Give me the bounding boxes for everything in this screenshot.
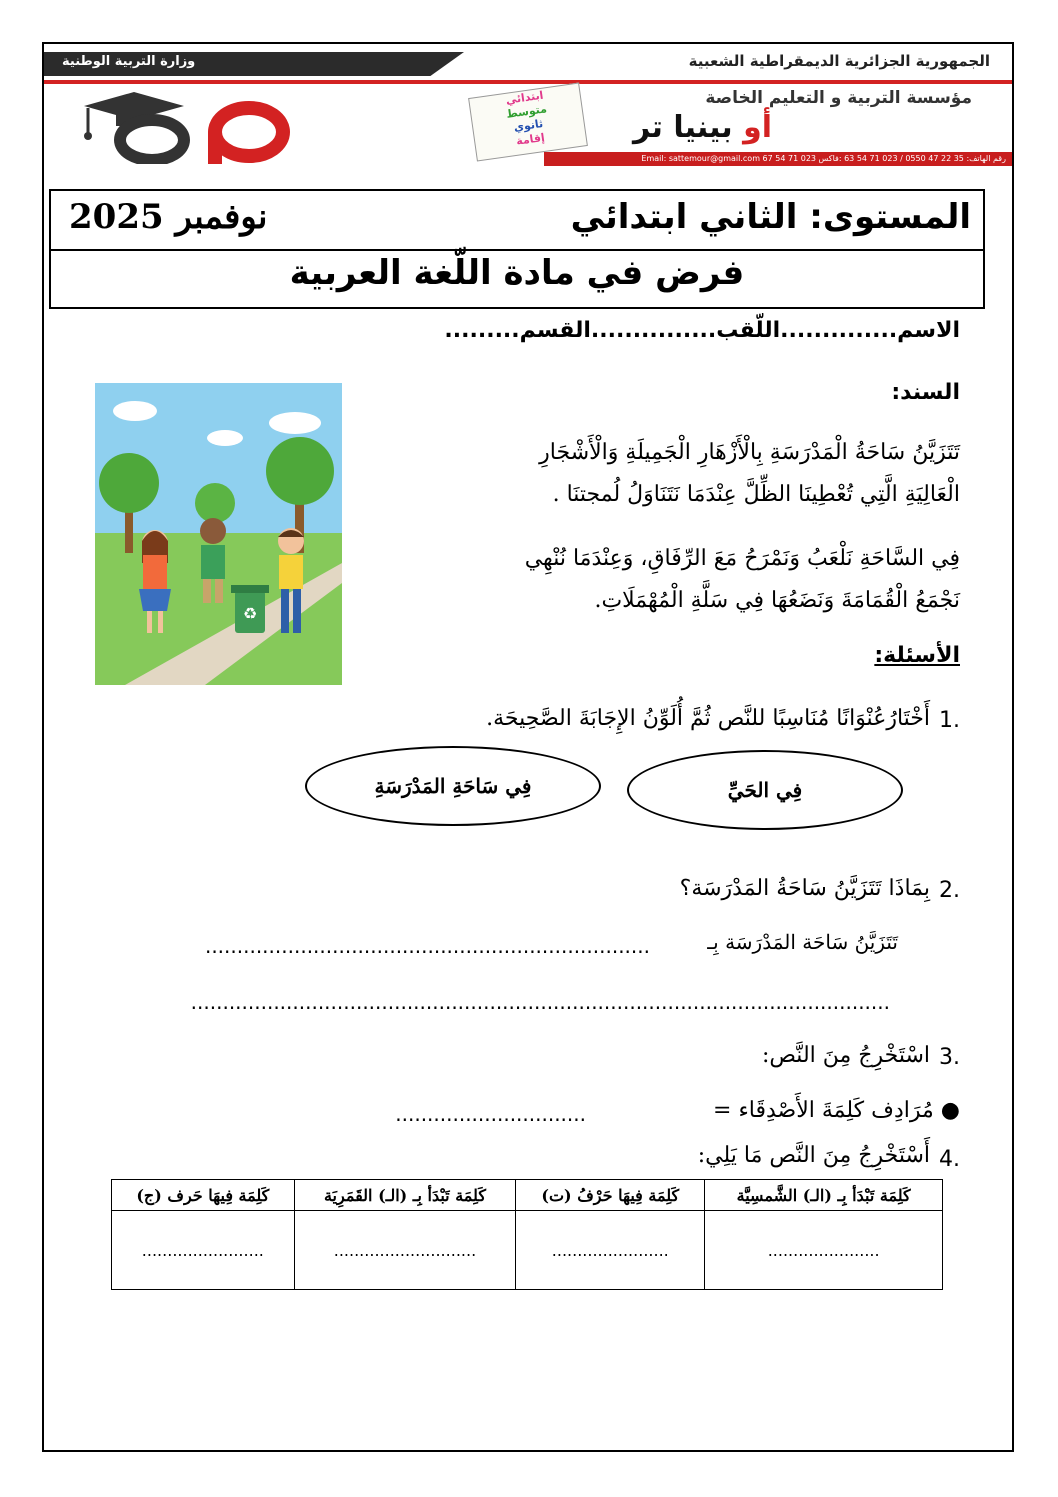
text-paragraph-1: [539, 432, 960, 516]
q1-option-schoolyard[interactable]: فِي سَاحَةِ المَدْرَسَةِ: [305, 746, 601, 826]
sanad-label: السند:: [891, 380, 960, 405]
brand-name: [633, 110, 772, 145]
paragraph-2-line-1: فِي السَّاحَةِ نَلْعَبُ وَنَمْرَحُ مَعَ الرِّفَاقِ، وَعِنْدَمَا نُنْهِي: [524, 546, 960, 571]
institution-name: مؤسسة التربية و التعليم الخاصة: [705, 88, 972, 108]
text-paragraph-2: [525, 538, 960, 622]
exam-title-box: [49, 189, 985, 309]
question-2: بِمَاذَا تَتَزَيَّنُ سَاحَةُ المَدْرَسَة؟: [679, 876, 930, 901]
level-primary: ابتدائي: [504, 88, 545, 107]
q3-synonym-item: [713, 1098, 960, 1123]
q3-synonym-prompt: مُرَادِف كَلِمَةَ الأَصْدِقَاء =: [713, 1098, 934, 1123]
exam-subject: فرض في مادة اللّغة العربية: [289, 253, 745, 293]
question-3: اسْتَخْرِجُ مِنَ النَّص:: [761, 1043, 930, 1068]
paragraph-1-line-1: تَتَزَيَّنُ سَاحَةُ الْمَدْرَسَةِ بِالْأَزْهَارِ الْجَمِيلَةِ وَالْأَشْجَارِ: [539, 440, 960, 465]
q3-number: 3.: [939, 1045, 960, 1070]
title-divider: [51, 249, 983, 251]
q2-answer-dots-1[interactable]: ......................................................................: [204, 934, 650, 958]
paragraph-2-line-2: نَجْمَعُ الْقُمَامَةَ وَنَضَعُهَا فِي سَلَّةِ الْمُهْمَلَاتِ.: [594, 588, 960, 613]
table-answer-cell[interactable]: ............................: [294, 1211, 516, 1290]
question-1: أَخْتَارُعُنْوَانًا مُنَاسِبًا للنَّص ثُمَّ أُلَوِّنُ الإِجَابَةَ الصَّحِيحَة.: [486, 706, 930, 731]
contact-bar: رقم الهاتف: 35 22 47 0550 / 023 71 54 63 :فاكس 023 71 54 67 Email: sattemour@gmail.com: [544, 152, 1012, 166]
grade-level: المستوى: الثاني ابتدائي: [570, 197, 971, 237]
exam-date: نوفمبر 2025: [69, 197, 268, 237]
q2-answer-prompt: تَتَزَيَّنُ سَاحَة المَدْرَسَة بِـ: [707, 930, 898, 954]
q4-table: [111, 1179, 943, 1290]
levels-card: [468, 83, 588, 162]
level-secondary: ثانوي: [513, 116, 544, 134]
q3-answer-dots[interactable]: ..............................: [395, 1102, 586, 1126]
student-info-line[interactable]: الاسم..............اللّقب...............القسم.........: [444, 318, 960, 343]
level-residence: إقامة: [515, 130, 546, 148]
level-middle: متوسط: [505, 102, 548, 121]
svg-text:♻: ♻: [242, 604, 258, 623]
schoolyard-illustration: [95, 383, 342, 685]
school-logo-icon: [64, 84, 304, 164]
table-header: كَلِمَة تَبْدَأ بِـ (الـ) الشَّمسِيَّة: [705, 1180, 943, 1211]
table-header: كَلِمَة تَبْدَأ بِـ (الـ) القَمَرِيَة: [294, 1180, 516, 1211]
questions-label: الأسئلة:: [874, 643, 960, 668]
table-header: كَلِمَة فِيهَا حَرف (ج): [112, 1180, 295, 1211]
q2-answer-dots-2[interactable]: ..............................................................................................................: [190, 990, 890, 1014]
ministry-name: وزارة التربية الوطنية: [62, 54, 196, 69]
paragraph-1-line-2: الْعَالِيَةِ الَّتِي تُعْطِينَا الظِّلَّ عِنْدَمَا نَتَنَاوَلُ لُمجتنَا .: [552, 482, 960, 507]
table-header: كَلِمَة فِيهَا حَرْفُ (ت): [516, 1180, 705, 1211]
header-banner: [44, 44, 1012, 166]
table-row: [112, 1211, 943, 1290]
table-answer-cell[interactable]: ........................: [112, 1211, 295, 1290]
q2-number: 2.: [939, 878, 960, 903]
q1-number: 1.: [939, 708, 960, 733]
question-4: أَسْتَخْرِجُ مِنَ النَّص مَا يَلِي:: [697, 1143, 930, 1168]
table-answer-cell[interactable]: .......................: [516, 1211, 705, 1290]
q1-option-neighborhood[interactable]: فِي الحَيِّ: [627, 750, 903, 830]
q4-number: 4.: [939, 1147, 960, 1172]
brand-prefix: أو: [743, 110, 772, 145]
bullet-icon: ●: [940, 1098, 960, 1123]
table-header-row: [112, 1180, 943, 1211]
brand-text: بينيا تر: [632, 110, 733, 145]
table-answer-cell[interactable]: ......................: [705, 1211, 943, 1290]
republic-name: الجمهورية الجزائرية الديمقراطية الشعبية: [688, 52, 990, 70]
